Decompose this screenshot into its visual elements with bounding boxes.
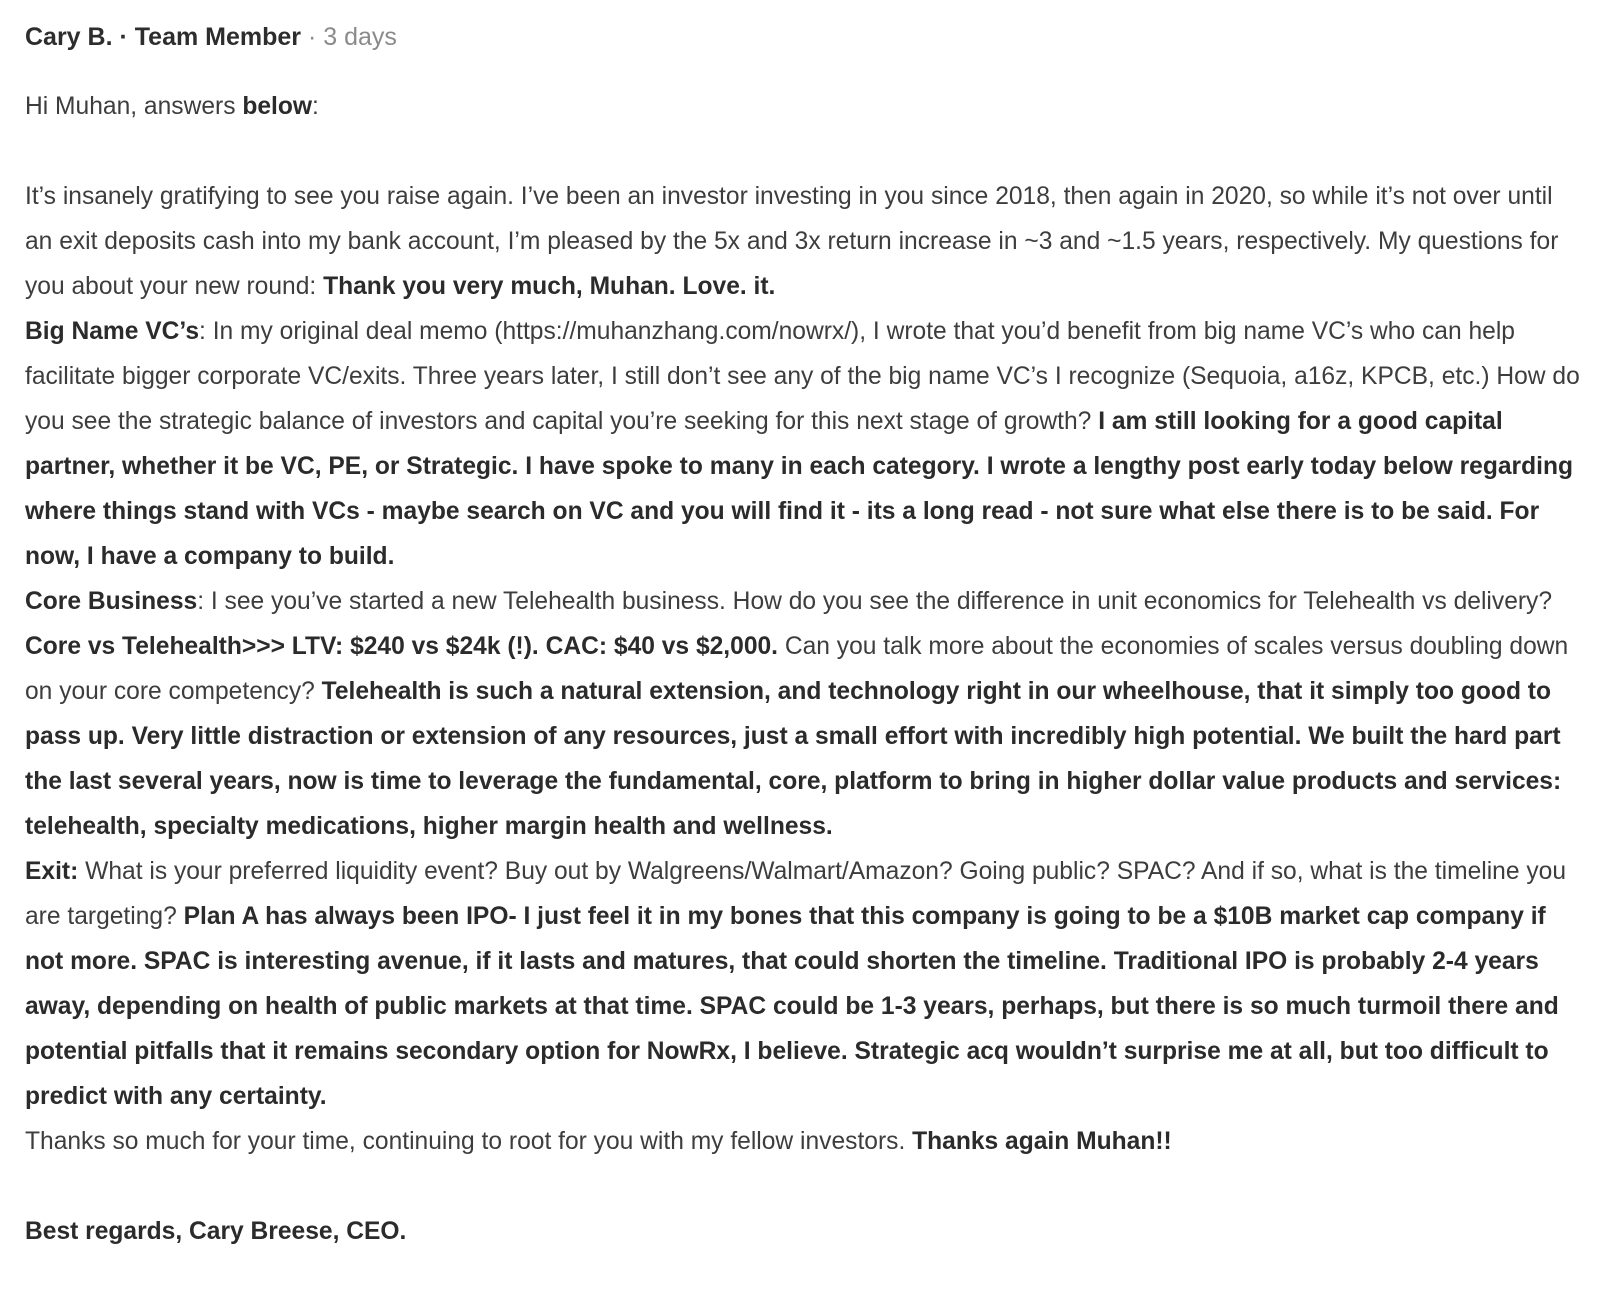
signature: Best regards, Cary Breese, CEO. [25,1218,407,1245]
greeting [25,84,1581,129]
greeting-bold: below [242,93,313,120]
comment-header [25,20,1581,54]
signature-paragraph [25,1209,1581,1254]
vc-answer: I am still looking for a good capital partner, whether it be VC, PE, or Strategic. I have spoke to many in each category. I wrote a lengthy post early today below regarding where things stand with VCs - maybe search on VC and you will find it - its a long read - not sure what else there is to be said. For now, I have a company to build. [25,408,1573,570]
header-separator: · [112,23,135,51]
author-name[interactable]: Cary B. [25,23,113,51]
comment-body [25,84,1581,1254]
vc-label: Big Name VC’s [25,318,200,345]
vc-question: : In my original deal memo (https://muhanzhang.com/nowrx/), I wrote that you’d benefit from big name VC’s who can help facilitate bigger corporate VC/exits. Three years later, I still don’t see any of the big name VC’s I recognize (Sequoia, a16z, KPCB, etc.) How do you see the strategic balance of investors and capital you’re seeking for this next stage of growth? [25,318,1580,435]
spacer [25,1164,1581,1209]
core-label: Core Business [25,588,198,615]
exit-question: What is your preferred liquidity event? Buy out by Walgreens/Walmart/Amazon? Going public? SPAC? And if so, what is the timeline you are targeting? [25,858,1567,930]
core-answer-2: Telehealth is such a natural extension, and technology right in our wheelhouse, that it simply too good to pass up. Very little distraction or extension of any resources, just a small effort with incredibly high potential. We built the hard part the last several years, now is time to leverage the fundamental, core, platform to bring in higher dollar value products and services: telehealth, specialty medications, higher margin health and wellness. [25,678,1562,840]
core-question-2: Can you talk more about the economies of scales versus doubling down on your core competency? [25,633,1569,705]
core-question-1: : I see you’ve started a new Telehealth business. How do you see the difference in unit economics for Telehealth vs delivery? [197,588,1553,615]
greeting-prefix: Hi Muhan, answers [25,93,243,120]
comment-time: · 3 days [301,23,397,51]
intro-text: It’s insanely gratifying to see you raise again. I’ve been an investor investing in you since 2018, then again in 2020, so while it’s not over until an exit deposits cash into my bank account, I’m pleased by the 5x and 3x return increase in ~3 and ~1.5 years, respectively. My questions for you about your new round: [25,183,1559,300]
vc-paragraph [25,309,1581,579]
exit-paragraph [25,849,1581,1119]
author-role: Team Member [134,23,302,51]
closing-paragraph [25,1119,1581,1164]
exit-label: Exit: [25,858,79,885]
closing-answer: Thanks again Muhan!! [912,1128,1172,1155]
closing-text: Thanks so much for your time, continuing to root for you with my fellow investors. [25,1128,913,1155]
core-paragraph [25,579,1581,849]
intro-paragraph [25,174,1581,309]
greeting-suffix: : [312,93,319,120]
intro-answer: Thank you very much, Muhan. Love. it. [323,273,776,300]
core-answer-1: Core vs Telehealth>>> LTV: $240 vs $24k (!). CAC: $40 vs $2,000. [25,633,779,660]
spacer [25,129,1581,174]
exit-answer: Plan A has always been IPO- I just feel it in my bones that this company is going to be a $10B market cap company if not more. SPAC is interesting avenue, if it lasts and matures, that could shorten the timeline. Traditional IPO is probably 2-4 years away, depending on health of public markets at that time. SPAC could be 1-3 years, perhaps, but there is so much turmoil there and potential pitfalls that it remains secondary option for NowRx, I believe. Strategic acq wouldn’t surprise me at all, but too difficult to predict with any certainty. [25,903,1559,1110]
